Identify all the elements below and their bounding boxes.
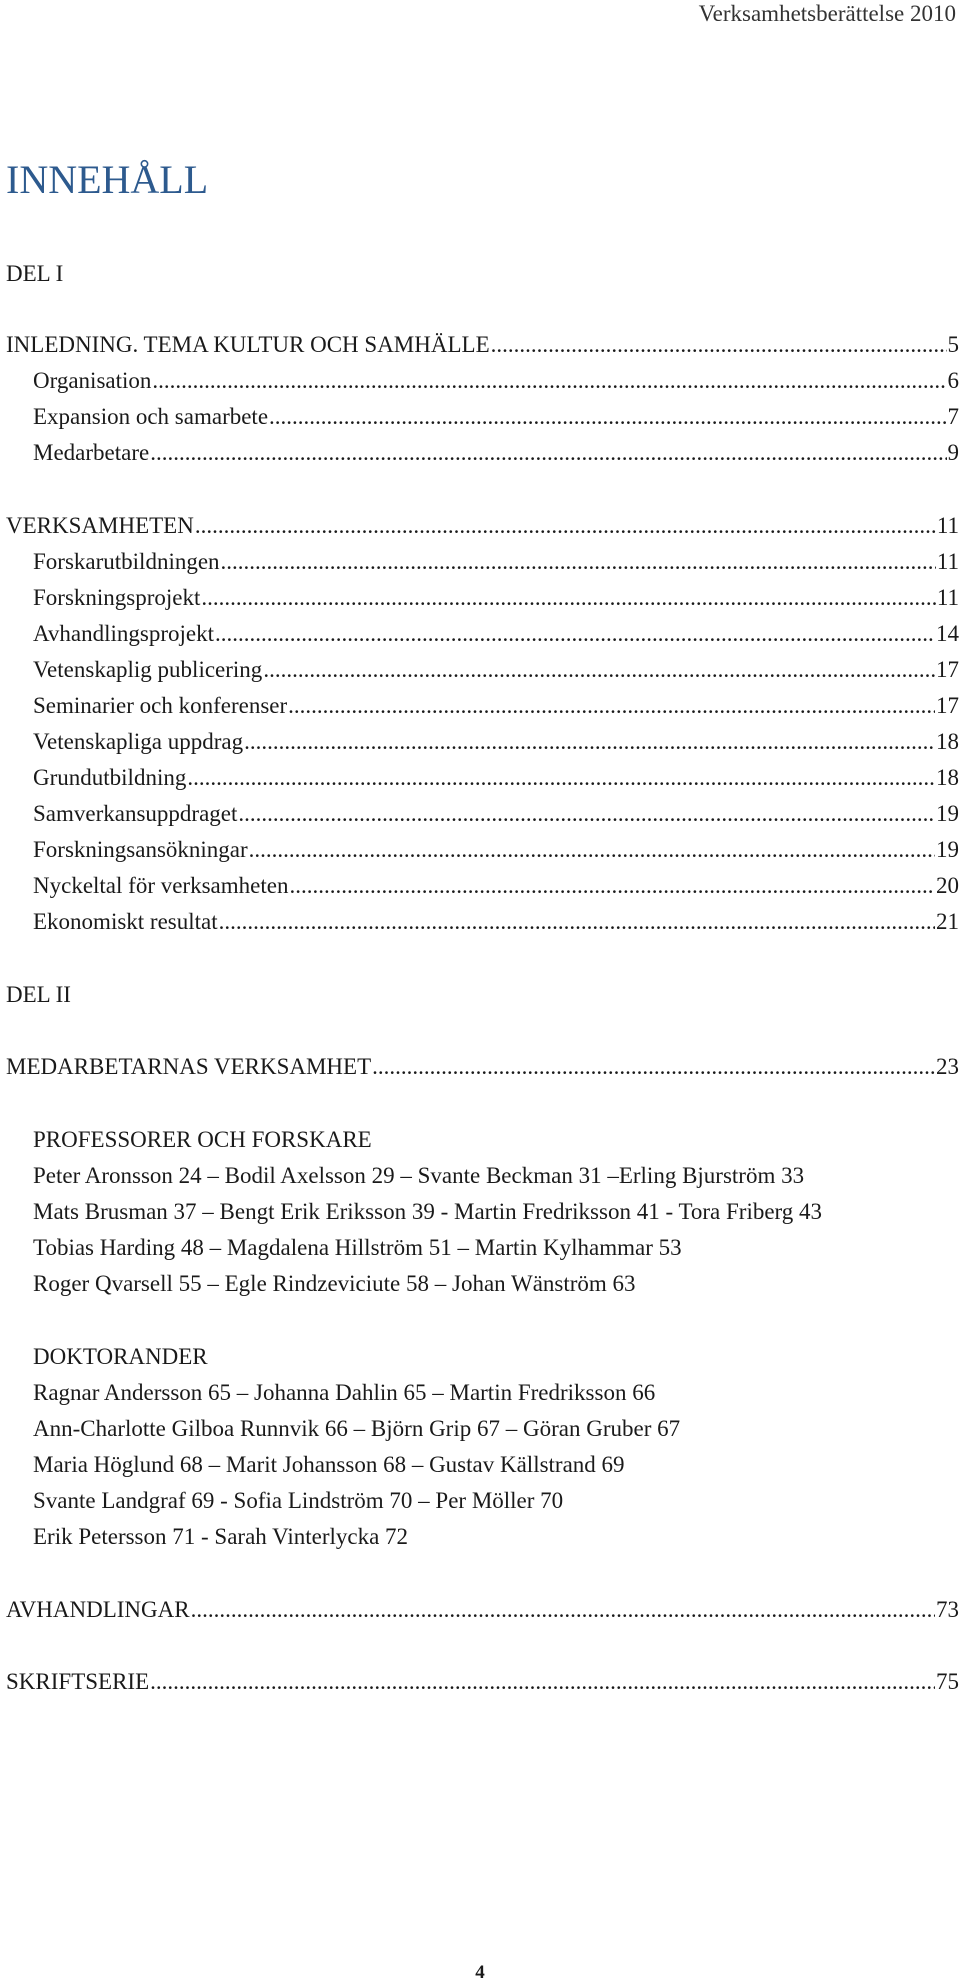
toc-entry-ekonomiskt-resultat[interactable] bbox=[33, 910, 959, 933]
dot-leader bbox=[152, 369, 946, 392]
toc-entry-label: Samverkansuppdraget bbox=[33, 801, 238, 826]
toc-entry-medarbetare[interactable] bbox=[33, 441, 959, 464]
dot-leader bbox=[372, 1055, 935, 1078]
doctoral-line: Ann-Charlotte Gilboa Runnvik 66 – Björn Grip 67 – Göran Gruber 67 bbox=[33, 1416, 681, 1441]
toc-entry-vetenskapliga-uppdrag[interactable] bbox=[33, 730, 959, 753]
toc-entry-page: 18 bbox=[936, 765, 959, 790]
running-header: Verksamhetsberättelse 2010 bbox=[698, 1, 956, 26]
toc-entry-verksamheten[interactable] bbox=[6, 514, 959, 537]
toc-entry-label: Vetenskapliga uppdrag bbox=[33, 729, 244, 754]
toc-entry-page: 19 bbox=[936, 801, 959, 826]
toc-entry-vetenskaplig-publicering[interactable] bbox=[33, 658, 959, 681]
dot-leader bbox=[195, 514, 936, 537]
toc-entry-label: AVHANDLINGAR bbox=[6, 1597, 190, 1622]
dot-leader bbox=[249, 838, 935, 861]
toc-entry-page: 20 bbox=[936, 873, 959, 898]
toc-entry-page: 18 bbox=[936, 729, 959, 754]
toc-entry-label: Medarbetare bbox=[33, 440, 150, 465]
page-number: 4 bbox=[475, 1962, 485, 1983]
doctoral-line: Ragnar Andersson 65 – Johanna Dahlin 65 – Martin Fredriksson 66 bbox=[33, 1380, 656, 1405]
doctoral-line: Maria Höglund 68 – Marit Johansson 68 – Gustav Källstrand 69 bbox=[33, 1452, 625, 1477]
professors-line: Peter Aronsson 24 – Bodil Axelsson 29 – Svante Beckman 31 –Erling Bjurström 33 bbox=[33, 1163, 805, 1188]
toc-entry-label: INLEDNING. TEMA KULTUR OCH SAMHÄLLE bbox=[6, 332, 490, 357]
toc-entry-label: Organisation bbox=[33, 368, 152, 393]
dot-leader bbox=[491, 333, 947, 356]
toc-entry-page: 9 bbox=[947, 440, 959, 465]
professors-line: Mats Brusman 37 – Bengt Erik Eriksson 39 - Martin Fredriksson 41 - Tora Friberg 43 bbox=[33, 1199, 823, 1224]
toc-entry-organisation[interactable] bbox=[33, 369, 959, 392]
toc-entry-skriftserie[interactable] bbox=[6, 1670, 959, 1693]
toc-entry-page: 7 bbox=[947, 404, 959, 429]
toc-entry-label: VERKSAMHETEN bbox=[6, 513, 194, 538]
toc-entry-medarbetarnas-verksamhet[interactable] bbox=[6, 1055, 959, 1078]
toc-entry-page: 19 bbox=[936, 837, 959, 862]
dot-leader bbox=[150, 1670, 935, 1693]
doctoral-line: Svante Landgraf 69 - Sofia Lindström 70 – Per Möller 70 bbox=[33, 1488, 564, 1513]
toc-entry-page: 11 bbox=[936, 585, 959, 610]
toc-entry-page: 11 bbox=[936, 549, 959, 574]
professors-line: Roger Qvarsell 55 – Egle Rindzeviciute 58 – Johan Wänström 63 bbox=[33, 1271, 636, 1296]
toc-entry-label: Nyckeltal för verksamheten bbox=[33, 873, 289, 898]
dot-leader bbox=[288, 694, 935, 717]
toc-entry-forskarutbildningen[interactable] bbox=[33, 550, 959, 573]
toc-entry-label: MEDARBETARNAS VERKSAMHET bbox=[6, 1054, 372, 1079]
toc-entry-page: 75 bbox=[936, 1669, 959, 1694]
dot-leader bbox=[238, 802, 935, 825]
toc-entry-label: Forskarutbildningen bbox=[33, 549, 220, 574]
toc-entry-seminarier[interactable] bbox=[33, 694, 959, 717]
professors-heading: PROFESSORER OCH FORSKARE bbox=[33, 1127, 372, 1152]
toc-entry-label: Grundutbildning bbox=[33, 765, 187, 790]
dot-leader bbox=[150, 441, 946, 464]
toc-entry-label: Forskningsansökningar bbox=[33, 837, 248, 862]
dot-leader bbox=[215, 622, 935, 645]
toc-entry-forskningsansokningar[interactable] bbox=[33, 838, 959, 861]
toc-entry-label: Ekonomiskt resultat bbox=[33, 909, 218, 934]
toc-entry-page: 23 bbox=[936, 1054, 959, 1079]
toc-entry-label: Expansion och samarbete bbox=[33, 404, 269, 429]
dot-leader bbox=[221, 550, 936, 573]
toc-entry-grundutbildning[interactable] bbox=[33, 766, 959, 789]
dot-leader bbox=[244, 730, 935, 753]
toc-entry-page: 11 bbox=[936, 513, 959, 538]
toc-entry-avhandlingar[interactable] bbox=[6, 1598, 959, 1621]
toc-entry-page: 6 bbox=[947, 368, 959, 393]
dot-leader bbox=[219, 910, 935, 933]
part-heading-del-2: DEL II bbox=[6, 982, 71, 1007]
toc-entry-page: 14 bbox=[936, 621, 959, 646]
dot-leader bbox=[201, 586, 935, 609]
toc-entry-label: SKRIFTSERIE bbox=[6, 1669, 150, 1694]
toc-entry-avhandlingsprojekt[interactable] bbox=[33, 622, 959, 645]
toc-entry-label: Forskningsprojekt bbox=[33, 585, 201, 610]
toc-entry-page: 5 bbox=[947, 332, 959, 357]
toc-entry-page: 17 bbox=[936, 657, 959, 682]
toc-title: INNEHÅLL bbox=[6, 157, 209, 202]
toc-entry-inledning[interactable] bbox=[6, 333, 959, 356]
doctoral-line: Erik Petersson 71 - Sarah Vinterlycka 72 bbox=[33, 1524, 409, 1549]
toc-entry-page: 21 bbox=[936, 909, 959, 934]
toc-entry-page: 17 bbox=[936, 693, 959, 718]
toc-entry-label: Vetenskaplig publicering bbox=[33, 657, 263, 682]
toc-entry-label: Avhandlingsprojekt bbox=[33, 621, 214, 646]
dot-leader bbox=[191, 1598, 935, 1621]
toc-entry-expansion[interactable] bbox=[33, 405, 959, 428]
toc-entry-nyckeltal[interactable] bbox=[33, 874, 959, 897]
professors-line: Tobias Harding 48 – Magdalena Hillström 51 – Martin Kylhammar 53 bbox=[33, 1235, 682, 1260]
toc-entry-page: 73 bbox=[936, 1597, 959, 1622]
part-heading-del-1: DEL I bbox=[6, 261, 64, 286]
toc-entry-label: Seminarier och konferenser bbox=[33, 693, 288, 718]
dot-leader bbox=[187, 766, 935, 789]
dot-leader bbox=[269, 405, 946, 428]
dot-leader bbox=[289, 874, 935, 897]
toc-entry-forskningsprojekt[interactable] bbox=[33, 586, 959, 609]
dot-leader bbox=[263, 658, 935, 681]
doctoral-heading: DOKTORANDER bbox=[33, 1344, 208, 1369]
toc-entry-samverkansuppdraget[interactable] bbox=[33, 802, 959, 825]
